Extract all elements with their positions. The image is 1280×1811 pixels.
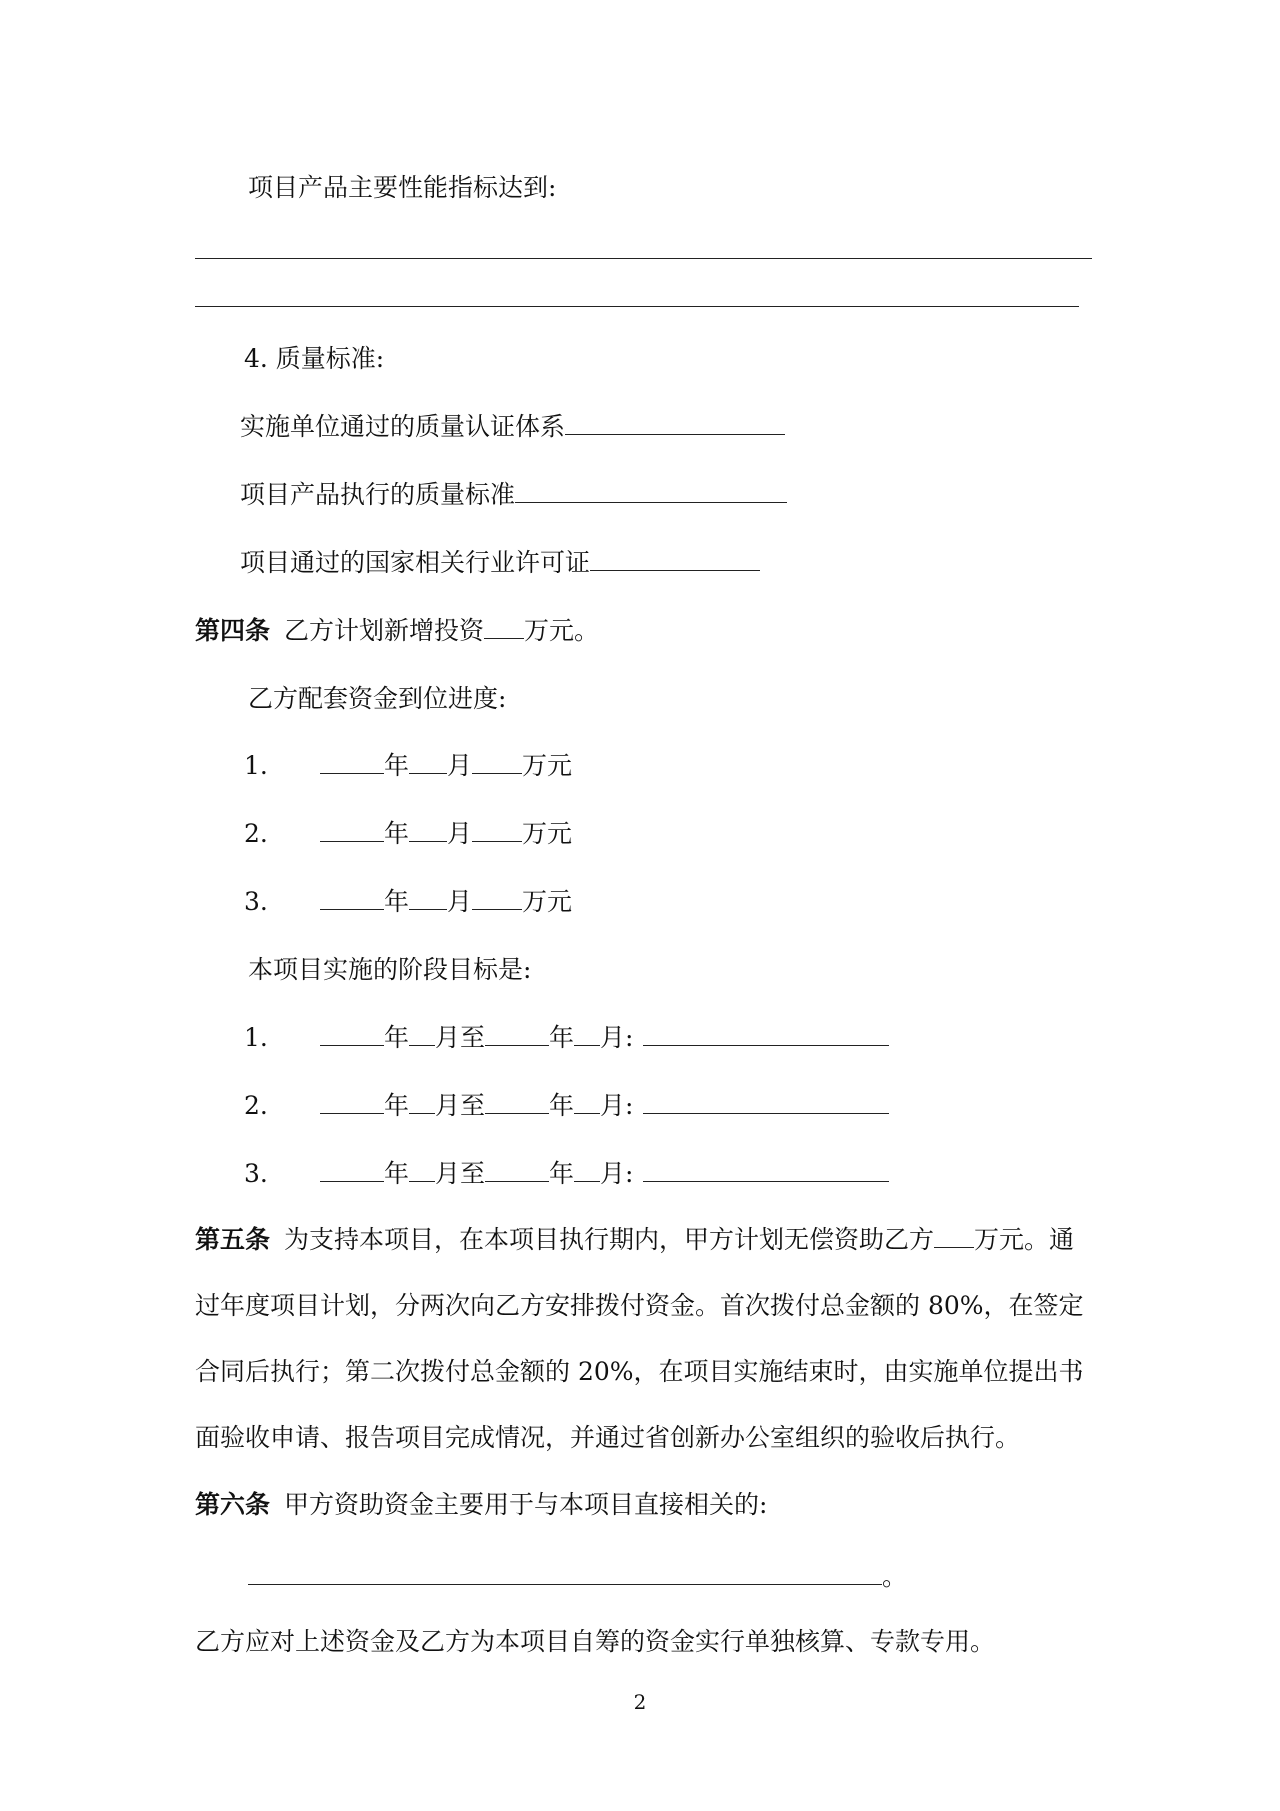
art5-line-2: 过年度项目计划，分两次向乙方安排拨付资金。首次拨付总金额的 80%，在签定 bbox=[195, 1291, 1084, 1320]
art5-l1-post: 万元。通 bbox=[974, 1225, 1075, 1254]
stage-year2-label: 年 bbox=[549, 1091, 575, 1120]
stage-year-label: 年 bbox=[384, 1091, 410, 1120]
art4-line bbox=[195, 614, 599, 648]
funds-year-label: 年 bbox=[384, 819, 410, 848]
stage-row-num: 2. bbox=[244, 1091, 268, 1120]
quality-cert-blank bbox=[565, 410, 785, 435]
funds-month-label: 月 bbox=[447, 887, 473, 916]
quality-license-label: 项目通过的国家相关行业许可证 bbox=[240, 548, 591, 577]
stage-month-to-label: 月至 bbox=[435, 1091, 486, 1120]
art5-line-1 bbox=[195, 1223, 1074, 1257]
stage-month-to-label: 月至 bbox=[435, 1159, 486, 1188]
funds-year-blank bbox=[320, 817, 384, 842]
art6-blank-row bbox=[248, 1560, 907, 1594]
art5-label: 第五条 bbox=[195, 1225, 271, 1254]
stage-row-num: 3. bbox=[244, 1159, 268, 1188]
funds-unit-label: 万元 bbox=[522, 751, 573, 780]
art4-pre: 乙方计划新增投资 bbox=[284, 616, 485, 645]
funds-unit-label: 万元 bbox=[522, 887, 573, 916]
stage-month2-blank bbox=[574, 1089, 600, 1114]
funds-unit-label: 万元 bbox=[522, 819, 573, 848]
funds-row bbox=[244, 885, 572, 919]
funds-amount-blank bbox=[472, 749, 522, 774]
stage-year2-label: 年 bbox=[549, 1023, 575, 1052]
art5-l1-pre: 为支持本项目，在本项目执行期内，甲方计划无偿资助乙方 bbox=[284, 1225, 935, 1254]
stage-month2-label: 月: bbox=[600, 1091, 634, 1120]
funds-row-num: 3. bbox=[244, 887, 268, 916]
stage-month-to-label: 月至 bbox=[435, 1023, 486, 1052]
stage-row-num: 1. bbox=[244, 1023, 268, 1052]
art6-blank-end: 。 bbox=[882, 1562, 908, 1591]
stage-goal-blank bbox=[643, 1089, 889, 1114]
stage-month-blank bbox=[409, 1089, 435, 1114]
page-number: 2 bbox=[633, 1690, 647, 1714]
art6-last-line: 乙方应对上述资金及乙方为本项目自筹的资金实行单独核算、专款专用。 bbox=[195, 1627, 996, 1656]
stage-row bbox=[244, 1157, 889, 1191]
quality-heading: 4. 质量标准: bbox=[244, 344, 385, 373]
art6-line-1 bbox=[195, 1488, 767, 1522]
funds-month-blank bbox=[409, 885, 447, 910]
art4-amount-blank bbox=[484, 614, 524, 639]
funds-row-num: 2. bbox=[244, 819, 268, 848]
funds-row bbox=[244, 749, 572, 783]
quality-license-row bbox=[240, 546, 760, 580]
stage-row bbox=[244, 1021, 889, 1055]
art6-usage-blank bbox=[248, 1560, 882, 1585]
stage-month2-label: 月: bbox=[600, 1159, 634, 1188]
stage-year2-blank bbox=[485, 1089, 549, 1114]
quality-standard-blank bbox=[515, 478, 787, 503]
stage-year-blank bbox=[320, 1157, 384, 1182]
stage-year2-blank bbox=[485, 1021, 549, 1046]
art4-label: 第四条 bbox=[195, 616, 271, 645]
funds-year-label: 年 bbox=[384, 751, 410, 780]
quality-license-blank bbox=[590, 546, 760, 571]
funds-month-label: 月 bbox=[447, 751, 473, 780]
art5-amount-blank bbox=[934, 1223, 974, 1248]
perf-blank-line-1 bbox=[195, 258, 1092, 259]
funds-month-blank bbox=[409, 749, 447, 774]
perf-blank-line-2 bbox=[195, 306, 1079, 307]
art5-line-3: 合同后执行；第二次拨付总金额的 20%，在项目实施结束时，由实施单位提出书 bbox=[195, 1357, 1084, 1386]
art5-line-4: 面验收申请、报告项目完成情况，并通过省创新办公室组织的验收后执行。 bbox=[195, 1423, 1021, 1452]
funds-month-label: 月 bbox=[447, 819, 473, 848]
art6-label: 第六条 bbox=[195, 1490, 271, 1519]
funds-year-blank bbox=[320, 749, 384, 774]
stage-month-blank bbox=[409, 1021, 435, 1046]
stage-month2-label: 月: bbox=[600, 1023, 634, 1052]
stage-goal-blank bbox=[643, 1157, 889, 1182]
funds-amount-blank bbox=[472, 817, 522, 842]
funds-heading: 乙方配套资金到位进度: bbox=[248, 684, 507, 713]
stage-year-label: 年 bbox=[384, 1159, 410, 1188]
stage-month2-blank bbox=[574, 1021, 600, 1046]
stage-row bbox=[244, 1089, 889, 1123]
funds-year-label: 年 bbox=[384, 887, 410, 916]
quality-cert-row bbox=[240, 410, 785, 444]
perf-label: 项目产品主要性能指标达到: bbox=[248, 173, 557, 202]
art4-post: 万元。 bbox=[524, 616, 600, 645]
stage-month2-blank bbox=[574, 1157, 600, 1182]
funds-amount-blank bbox=[472, 885, 522, 910]
stage-year-label: 年 bbox=[384, 1023, 410, 1052]
stage-year2-blank bbox=[485, 1157, 549, 1182]
quality-cert-label: 实施单位通过的质量认证体系 bbox=[240, 412, 566, 441]
funds-row-num: 1. bbox=[244, 751, 268, 780]
quality-standard-row bbox=[240, 478, 787, 512]
art6-text: 甲方资助资金主要用于与本项目直接相关的: bbox=[284, 1490, 768, 1519]
stage-year-blank bbox=[320, 1021, 384, 1046]
quality-standard-label: 项目产品执行的质量标准 bbox=[240, 480, 516, 509]
funds-year-blank bbox=[320, 885, 384, 910]
stage-month-blank bbox=[409, 1157, 435, 1182]
stage-goal-blank bbox=[643, 1021, 889, 1046]
stage-year2-label: 年 bbox=[549, 1159, 575, 1188]
funds-row bbox=[244, 817, 572, 851]
stage-year-blank bbox=[320, 1089, 384, 1114]
funds-month-blank bbox=[409, 817, 447, 842]
stages-heading: 本项目实施的阶段目标是: bbox=[248, 955, 532, 984]
